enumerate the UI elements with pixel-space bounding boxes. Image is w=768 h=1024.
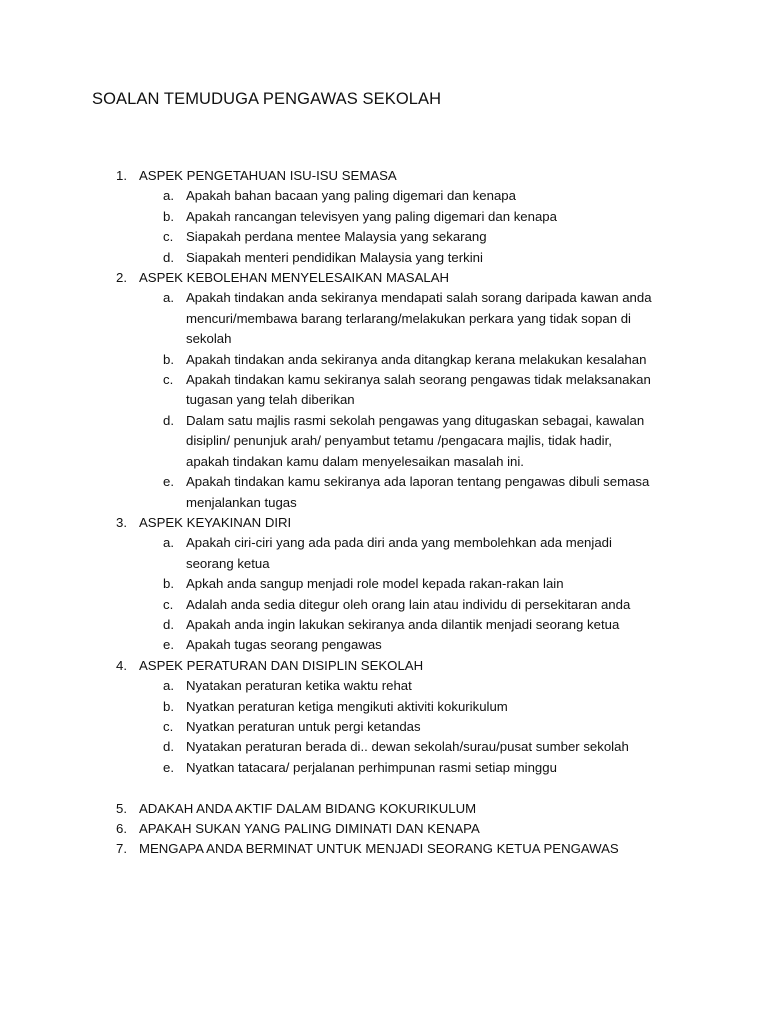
- sub-question-letter: b.: [163, 351, 174, 367]
- sub-question-text: Nyatkan tatacara/ perjalanan perhimpunan rasmi setiap minggu: [186, 759, 557, 775]
- sub-question: [139, 574, 668, 594]
- sub-question: [139, 472, 668, 513]
- sub-question-text: Nyatakan peraturan ketika waktu rehat: [186, 678, 412, 694]
- sub-question-letter: d.: [163, 412, 174, 428]
- sub-question-list: [139, 288, 668, 512]
- sub-question-letter: b.: [163, 698, 174, 714]
- sub-question-letter: d.: [163, 616, 174, 632]
- sub-question-text: Apakah ciri-ciri yang ada pada diri anda yang membolehkan ada menjadi seorang ketua: [186, 535, 612, 571]
- sub-question-text: Siapakah menteri pendidikan Malaysia yang terkini: [186, 249, 483, 265]
- sub-question-letter: a.: [163, 188, 174, 204]
- section-title: APAKAH SUKAN YANG PALING DIMINATI DAN KENAPA: [139, 820, 480, 836]
- section-gap: [0, 778, 768, 798]
- sub-question: [139, 207, 668, 227]
- sub-question-text: Nyatakan peraturan berada di.. dewan sekolah/surau/pusat sumber sekolah: [186, 739, 629, 755]
- sub-question: [139, 186, 668, 206]
- sub-question: [139, 533, 668, 574]
- section-title: MENGAPA ANDA BERMINAT UNTUK MENJADI SEORANG KETUA PENGAWAS: [139, 841, 619, 857]
- question-section: [0, 513, 768, 656]
- sub-question-list: [139, 676, 668, 778]
- question-list: [0, 166, 768, 860]
- sub-question-list: [139, 533, 668, 655]
- sub-question-letter: b.: [163, 208, 174, 224]
- sub-question-letter: e.: [163, 474, 174, 490]
- sub-question-text: Adalah anda sedia ditegur oleh orang lain atau individu di persekitaran anda: [186, 596, 631, 612]
- sub-question-text: Nyatkan peraturan ketiga mengikuti aktiviti kokurikulum: [186, 698, 508, 714]
- sub-question: [139, 350, 668, 370]
- sub-question: [139, 635, 668, 655]
- sub-question-letter: e.: [163, 759, 174, 775]
- sub-question-text: Apakah tindakan kamu sekiranya ada laporan tentang pengawas dibuli semasa menjalankan tugas: [186, 474, 650, 510]
- section-title: ASPEK PENGETAHUAN ISU-ISU SEMASA: [139, 168, 397, 183]
- sub-question-text: Apakah tindakan anda sekiranya mendapati salah sorang daripada kawan anda mencuri/membawa barang terlarang/melakukan perkara yang tidak sopan di sekolah: [186, 290, 652, 347]
- sub-question-text: Siapakah perdana mentee Malaysia yang sekarang: [186, 229, 487, 245]
- section-number: 3.: [116, 514, 127, 530]
- document-title: SOALAN TEMUDUGA PENGAWAS SEKOLAH: [92, 90, 442, 108]
- sub-question-text: Apakah anda ingin lakukan sekiranya anda dilantik menjadi seorang ketua: [186, 616, 620, 632]
- question-section: [0, 656, 768, 778]
- section-number: 7.: [116, 841, 127, 857]
- sub-question: [139, 288, 668, 349]
- sub-question-text: Apkah anda sangup menjadi role model kepada rakan-rakan lain: [186, 576, 564, 592]
- sub-question: [139, 370, 668, 411]
- sub-question: [139, 737, 668, 757]
- sub-question: [139, 717, 668, 737]
- sub-question-letter: c.: [163, 372, 174, 388]
- sub-question-letter: d.: [163, 249, 174, 265]
- sub-question-letter: a.: [163, 290, 174, 306]
- section-title: ASPEK KEBOLEHAN MENYELESAIKAN MASALAH: [139, 270, 450, 286]
- section-number: 5.: [116, 800, 127, 816]
- sub-question-list: [139, 186, 668, 268]
- sub-question: [139, 248, 668, 268]
- sub-question: [139, 697, 668, 717]
- sub-question: [139, 758, 668, 778]
- section-number: 4.: [116, 657, 127, 673]
- sub-question-letter: c.: [163, 718, 174, 734]
- sub-question-letter: d.: [163, 739, 174, 755]
- section-title: ASPEK PERATURAN DAN DISIPLIN SEKOLAH: [139, 657, 424, 673]
- sub-question-letter: a.: [163, 535, 174, 551]
- sub-question-text: Dalam satu majlis rasmi sekolah pengawas yang ditugaskan sebagai, kawalan disiplin/ penunjuk arah/ penyambut tetamu /pengacara majlis, tidak hadir, apakah tindakan kamu dalam menyelesaikan masalah ini.: [186, 412, 645, 469]
- sub-question-letter: c.: [163, 229, 174, 245]
- sub-question: [139, 615, 668, 635]
- sub-question-text: Apakah bahan bacaan yang paling digemari dan kenapa: [186, 188, 516, 204]
- sub-question-text: Apakah tindakan anda sekiranya anda ditangkap kerana melakukan kesalahan: [186, 351, 647, 367]
- section-number: 1.: [116, 168, 127, 183]
- sub-question: [139, 227, 668, 247]
- section-number: 2.: [116, 270, 127, 286]
- question-section: [0, 799, 768, 819]
- sub-question-letter: a.: [163, 678, 174, 694]
- sub-question: [139, 595, 668, 615]
- sub-question: [139, 676, 668, 696]
- section-title: ADAKAH ANDA AKTIF DALAM BIDANG KOKURIKULUM: [139, 800, 477, 816]
- section-number: 6.: [116, 820, 127, 836]
- sub-question-text: Apakah tugas seorang pengawas: [186, 637, 382, 653]
- question-section: [0, 839, 768, 859]
- sub-question-text: Apakah rancangan televisyen yang paling digemari dan kenapa: [186, 208, 557, 224]
- sub-question-letter: c.: [163, 596, 174, 612]
- question-section: [0, 166, 768, 268]
- sub-question-letter: b.: [163, 576, 174, 592]
- question-section: [0, 819, 768, 839]
- sub-question-letter: e.: [163, 637, 174, 653]
- sub-question-text: Apakah tindakan kamu sekiranya salah seorang pengawas tidak melaksanakan tugasan yang telah diberikan: [186, 372, 651, 408]
- question-section: [0, 268, 768, 513]
- sub-question-text: Nyatkan peraturan untuk pergi ketandas: [186, 718, 421, 734]
- sub-question: [139, 411, 668, 472]
- section-title: ASPEK KEYAKINAN DIRI: [139, 514, 292, 530]
